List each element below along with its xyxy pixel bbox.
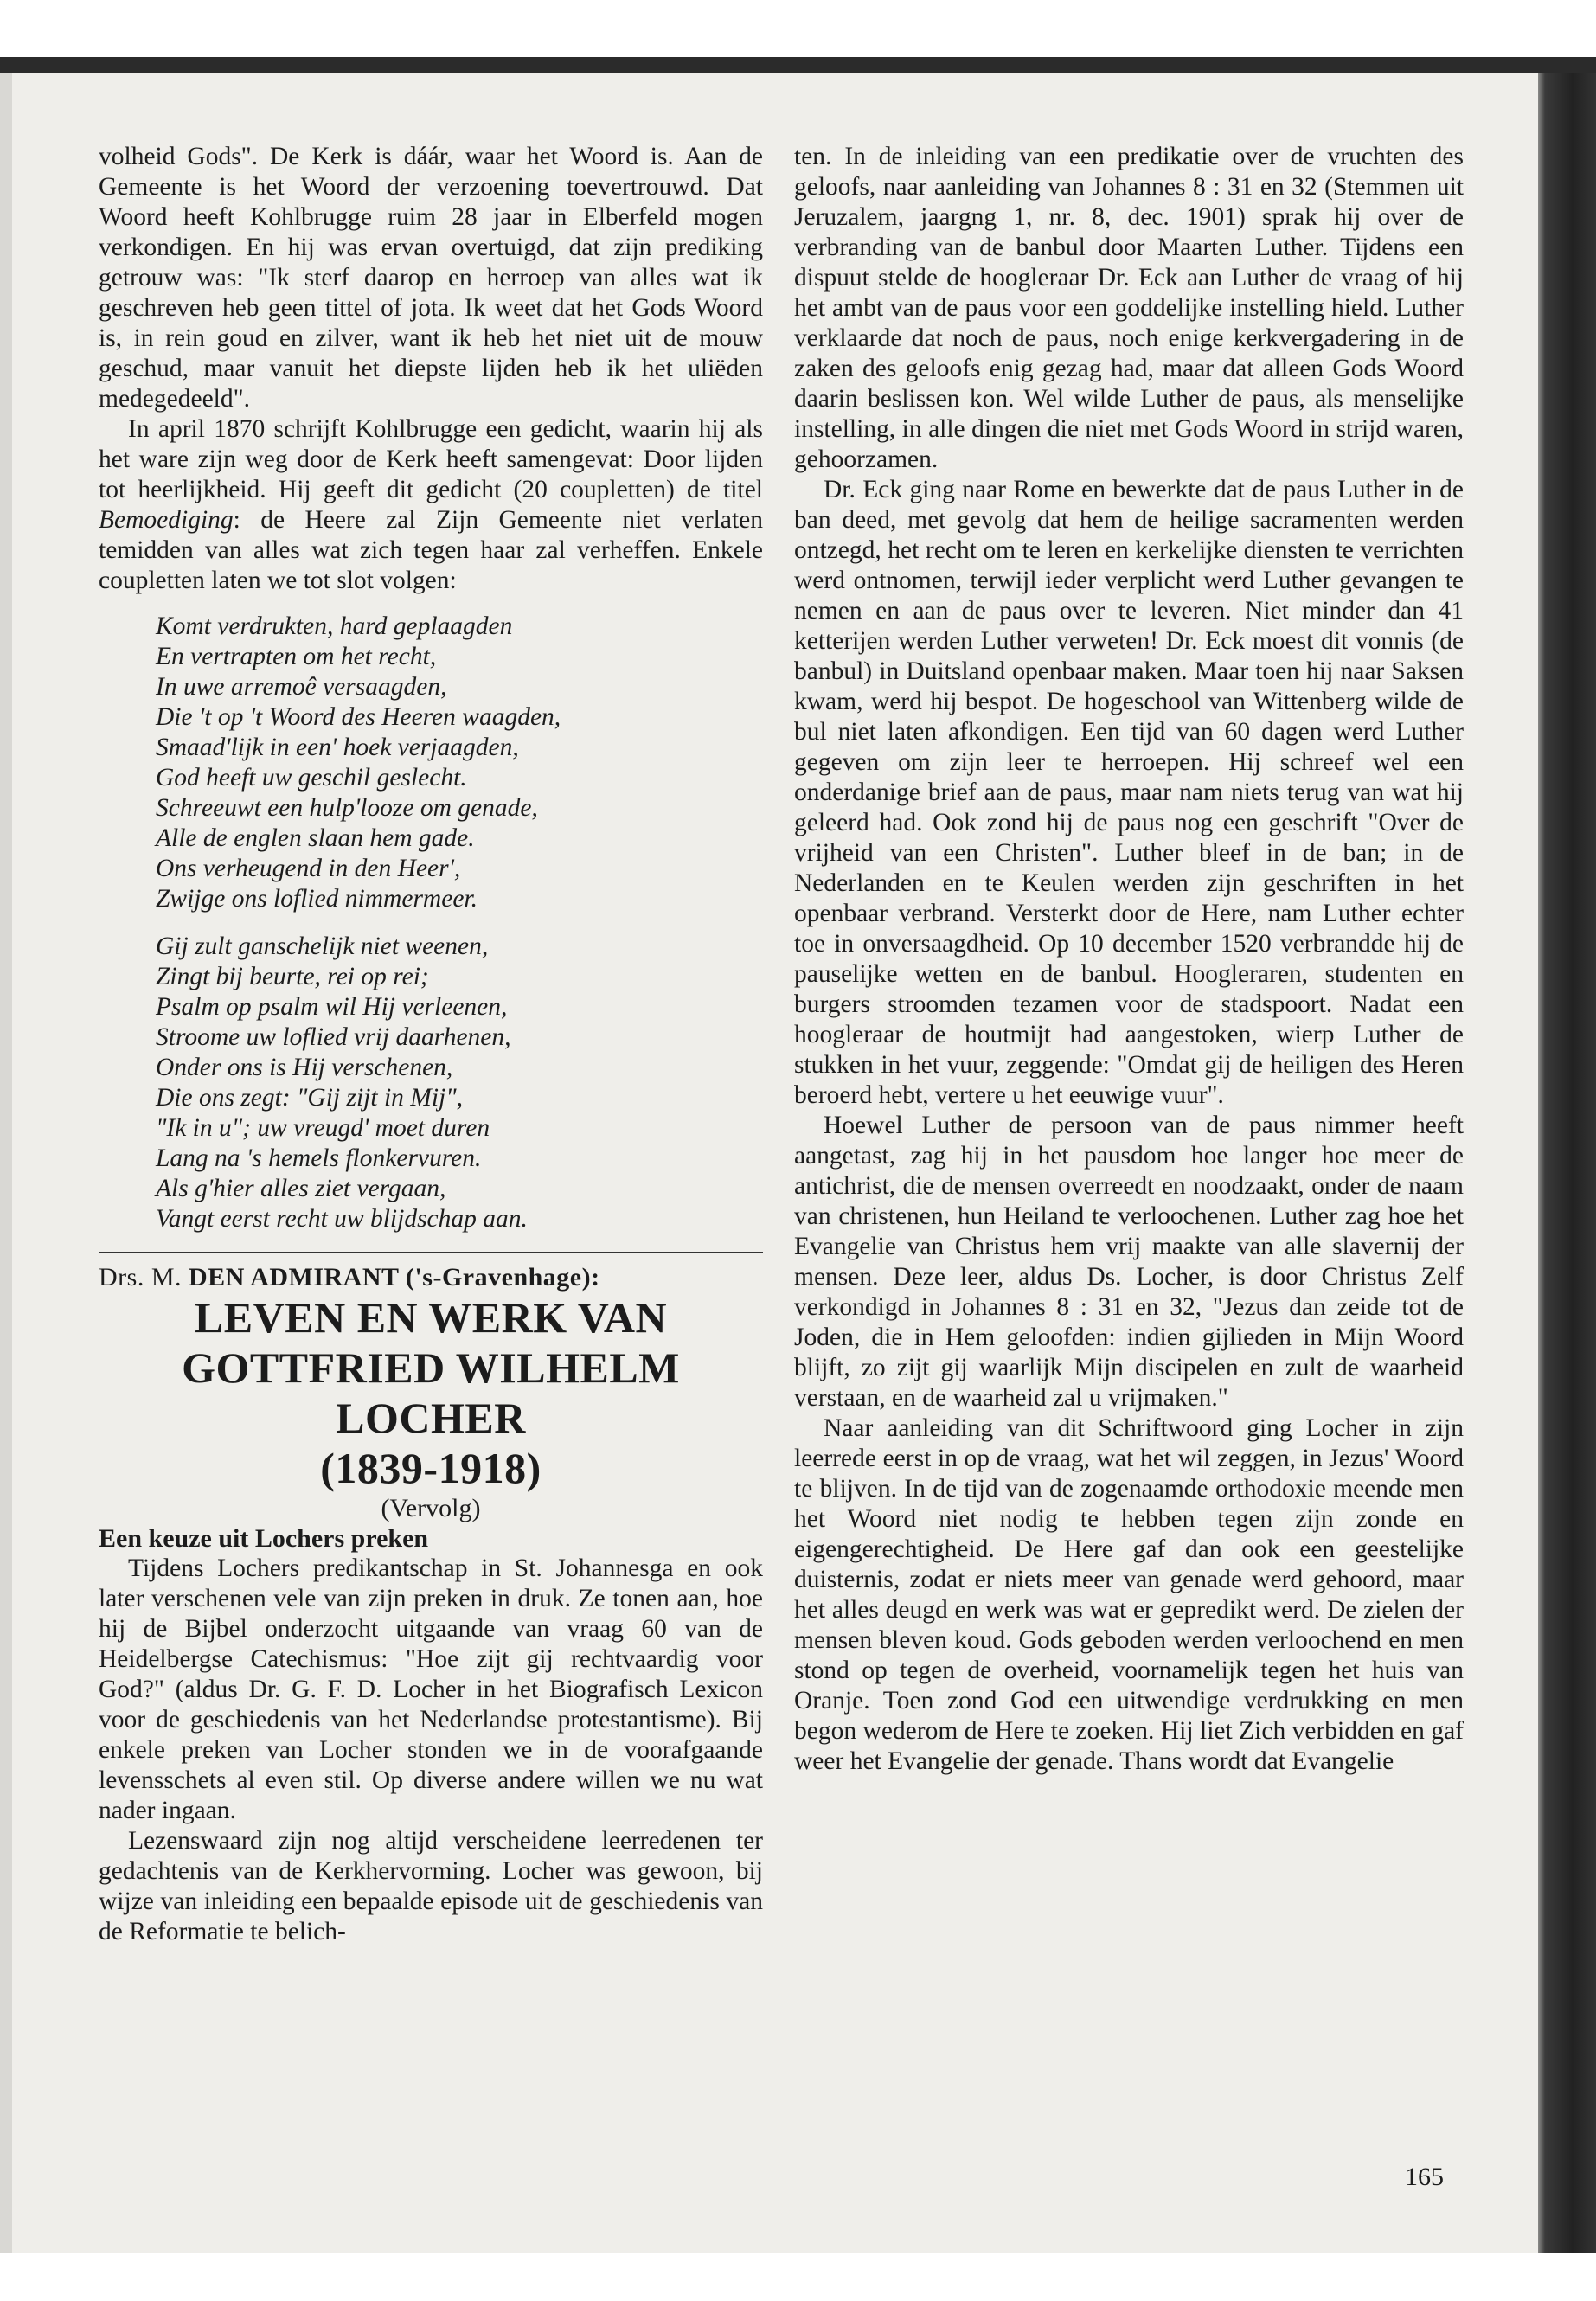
right-column [794,142,1464,1777]
left-column [99,142,763,1947]
document-page [12,73,1552,2253]
poem-line: Zingt bij beurte, rei op rei; [156,963,429,990]
poem-line: En vertrapten om het recht, [156,643,437,670]
poem-line: Stroome uw loflied vrij daarhenen, [156,1023,511,1051]
left-paragraph-4: Lezenswaard zijn nog altijd verscheidene leerredenen ter gedachtenis van de Kerkhervorming. Locher was gewoon, bij wijze van inleiding een bepaalde episode uit de geschiedenis van de Reformatie te belich- [99,1827,763,1945]
poem-stanza-2 [156,932,763,1234]
poem-line: "Ik in u"; uw vreugd' moet duren [156,1114,490,1142]
article-title-line-3: (1839-1918) [320,1444,542,1492]
left-paragraph-2: In april 1870 schrijft Kohlbrugge een gedicht, waarin hij als het ware zijn weg door de Kerk heeft samengevat: Door lijden tot heerlijkheid. Hij geeft dit gedicht (20 coupletten) de titel Bemoediging: de Heere zal Zijn Gemeente niet verlaten temidden van alles wat zich tegen haar zal verheffen. Enkele coupletten laten we tot slot volgen: [99,415,763,594]
article-title-line-1: LEVEN EN WERK VAN [194,1293,668,1342]
poem-line: Die ons zegt: "Gij zijt in Mij", [156,1084,463,1112]
poem-line: Psalm op psalm wil Hij verleenen, [156,993,508,1021]
section-subheading: Een keuze uit Lochers preken [99,1524,429,1553]
page-left-edge [0,73,12,2253]
poem-line: Komt verdrukten, hard geplaagden [156,612,513,640]
right-paragraph-4: Naar aanleiding van dit Schriftwoord ging Locher in zijn leerrede eerst in op de vraag, wat het wil zeggen, in Jezus' Woord te blijven. In de tijd van de zogenaamde orthodoxie meende men het Woord niet nodig te hebben tegen zijn zonde en eigengerechtigheid. De Here gaf dan ook een geestelijke duisternis, zodat er niets meer van genade werd gehoord, maar het alles deugd en werk was wat er gepredikt werd. De zielen der mensen bleven koud. Gods geboden werden verloochend en men stond op tegen de overheid, voornamelijk tegen het huis van Oranje. Toen zond God een uitwendige verdrukking en men begon wederom de Here te zoeken. Hij liet Zich verbidden en gaf weer het Evangelie der genade. Thans wordt dat Evangelie [794,1414,1464,1775]
right-paragraph-2: Dr. Eck ging naar Rome en bewerkte dat de paus Luther in de ban deed, met gevolg dat hem de heilige sacramenten werden ontzegd, het recht om te leren en kerkelijke diensten te verrichten werd ontnomen, terwijl ieder verplicht werd Luther gevangen te nemen en aan de paus over te leveren. Niet minder dan 41 ketterijen werden Luther verweten! Dr. Eck moest dit vonnis (de banbul) in Duitsland openbaar maken. Maar toen hij naar Saksen kwam, werd hij bespot. De hogeschool van Wittenberg wilde de bul niet laten afkondigen. Een tijd van 60 dagen werd Luther gegeven om zijn leer te herroepen. Hij schreef wel een onderdanige brief aan de paus, maar nam niets terug van wat hij geleerd had. Ook zond hij de paus nog een geschrift "Over de vrijheid van een Christen". Luther bleef in de ban; in de Nederlanden en te Keulen werden zijn geschriften in het openbaar verbrand. Versterkt door de Here, nam Luther echter toe in onversaagdheid. Op 10 december 1520 verbrandde hij de pauselijke wetten en de banbul. Hoogleraren, studenten en burgers stroomden tezamen voor de stadspoort. Nadat een hoogleraar de houtmijt had aangestoken, wierp Luther de stukken in het vuur, zeggende: "Omdat gij de heiligen des Heren beroerd hebt, vertere u het eeuwige vuur". [794,476,1464,1109]
left-paragraph-3: Tijdens Lochers predikantschap in St. Johannesga en ook later verschenen vele van zijn preken in druk. Ze tonen aan, hoe hij de Bijbel onderzocht uitgaande van vraag 60 van de Heidelbergse Catechismus: "Hoe zijt gij rechtvaardig voor God?" (aldus Dr. G. F. D. Locher in het Biografisch Lexicon voor de geschiedenis van het Nederlandse protestantisme). Bij enkele preken van Locher stonden we in de voorafgaande levensschets al even stil. Op diverse andere willen we nu wat nader ingaan. [99,1554,763,1824]
poem-line: Lang na 's hemels flonkervuren. [156,1144,482,1172]
right-paragraph-1: ten. In de inleiding van een predikatie over de vruchten des geloofs, naar aanleiding van Johannes 8 : 31 en 32 (Stemmen uit Jeruzalem, jaargng 1, nr. 8, dec. 1901) sprak hij over de verbranding van de banbul door Maarten Luther. Tijdens een dispuut stelde de hoogleraar Dr. Eck aan Luther de vraag of hij het ambt van de paus voor een goddelijke instelling hield. Luther verklaarde dat noch de paus, noch enige kerkvergadering in de zaken des geloofs enig gezag had, maar dat alleen Gods Woord daarin beslissen kon. Wel wilde Luther de paus, als menselijke instelling, in alle dingen die niet met Gods Woord in strijd waren, gehoorzamen. [794,143,1464,473]
scan-top-shadow [0,57,1596,74]
poem-line: In uwe arremoê versaagden, [156,673,447,701]
left-paragraph-1: volheid Gods". De Kerk is dáár, waar het Woord is. Aan de Gemeente is het Woord der verzoening toevertrouwd. Dat Woord heeft Kohlbrugge ruim 28 jaar in Elberfeld mogen verkondigen. En hij was ervan overtuigd, dat zijn prediking getrouw was: "Ik sterf daarop en herroep van alles wat ik geschreven heb geen tittel of jota. Ik weet dat het Gods Woord is, in rein goud en zilver, want ik heb het niet uit de mouw geschud, maar vanuit het diepste lijden heb ik het uliëden medegedeeld". [99,143,763,413]
poem-line: Onder ons is Hij verschenen, [156,1054,453,1081]
poem-line: Die 't op 't Woord des Heeren waagden, [156,703,561,731]
poem-line: Zwijge ons loflied nimmermeer. [156,885,478,913]
scan-bottom-margin [0,2253,1596,2301]
poem-line: Gij zult ganschelijk niet weenen, [156,933,489,960]
poem-line: God heeft uw geschil geslecht. [156,764,467,792]
section-divider [99,1252,763,1253]
article-continued-label: (Vervolg) [381,1494,481,1522]
poem-stanza-1 [156,612,763,914]
poem-line: Smaad'lijk in een' hoek verjaagden, [156,734,519,761]
article-author: Drs. M. DEN ADMIRANT ('s-Gravenhage): [99,1263,600,1292]
poem-line: Ons verheugend in den Heer', [156,855,461,882]
book-binding-shadow [1538,73,1596,2253]
poem-title: Bemoediging [99,506,234,534]
right-paragraph-3: Hoewel Luther de persoon van de paus nimmer heeft aangetast, zag hij in het pausdom hoe langer hoe meer de antichrist, die de mensen overreedt en noodzaakt, onder de naam van christenen, hun Heiland te verloochenen. Luther zag hoe het Evangelie van Christus hem vrij maakte van alle slavernij der mensen. Deze leer, aldus Ds. Locher, is door Christus Zelf verkondigd in Johannes 8 : 31 en 32, "Jezus dan zeide tot de Joden, die in Hem geloofden: indien gijlieden in Mijn Woord blijft, zo zijt gij waarlijk Mijn discipelen en zult de waarheid verstaan, en de waarheid zal u vrijmaken." [794,1112,1464,1412]
poem [156,612,763,1234]
poem-line: Als g'hier alles ziet vergaan, [156,1175,446,1202]
article-title-line-2: GOTTFRIED WILHELM LOCHER [182,1343,680,1442]
poem-line: Schreeuwt een hulp'looze om genade, [156,794,538,822]
poem-line: Alle de englen slaan hem gade. [156,824,475,852]
poem-line: Vangt eerst recht uw blijdschap aan. [156,1205,528,1233]
page-number: 165 [1405,2163,1444,2191]
